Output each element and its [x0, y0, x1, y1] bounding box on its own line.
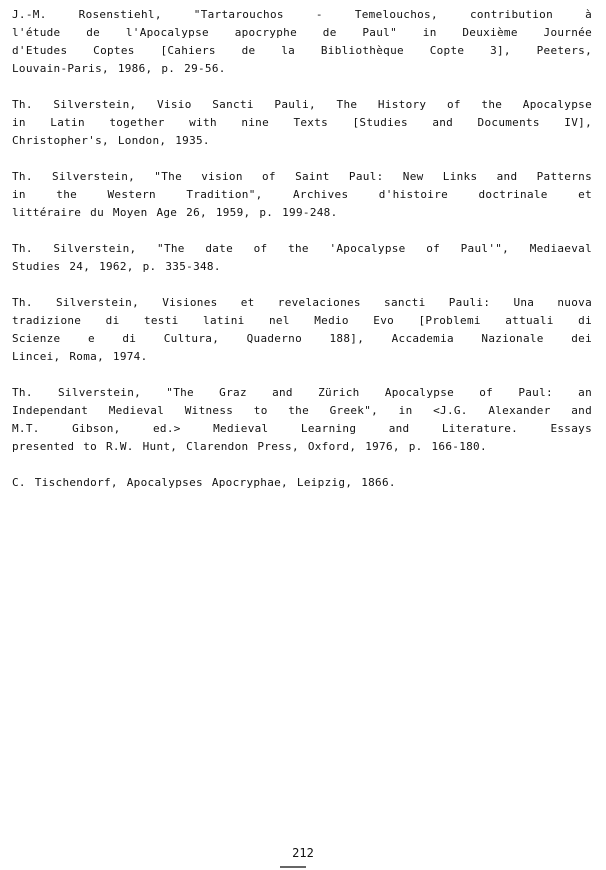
entry-line: Independant Medieval Witness to the Greek", in <J.G. Alexander and	[12, 404, 592, 417]
entry-line: l'étude de l'Apocalypse apocryphe de Paul" in Deuxième Journée	[12, 26, 592, 39]
entry-line: Th. Silverstein, "The Graz and Zürich Apocalypse of Paul: an	[12, 386, 592, 399]
entry-line: in Latin together with nine Texts [Studies and Documents IV],	[12, 116, 592, 129]
entry-line: presented to R.W. Hunt, Clarendon Press, Oxford, 1976, p. 166-180.	[12, 440, 487, 453]
bibliography-entry-silverstein-1959	[12, 168, 592, 222]
page-number: 212	[292, 846, 314, 860]
entry-line: in the Western Tradition", Archives d'histoire doctrinale et	[12, 188, 592, 201]
entry-line: J.-M. Rosenstiehl, "Tartarouchos - Temelouchos, contribution à	[12, 8, 592, 21]
bibliography-entry-silverstein-1974	[12, 294, 592, 366]
entry-line: C. Tischendorf, Apocalypses Apocryphae, Leipzig, 1866.	[12, 476, 396, 489]
entry-line: littéraire du Moyen Age 26, 1959, p. 199-248.	[12, 206, 338, 219]
entry-line: d'Etudes Coptes [Cahiers de la Bibliothèque Copte 3], Peeters,	[12, 44, 592, 57]
bibliography-entry-rosenstiehl	[12, 6, 592, 78]
entry-line: Studies 24, 1962, p. 335-348.	[12, 260, 221, 273]
entry-line: Th. Silverstein, Visiones et revelaciones sancti Pauli: Una nuova	[12, 296, 592, 309]
entry-line: Louvain-Paris, 1986, p. 29-56.	[12, 62, 226, 75]
bibliography-entry-silverstein-1976	[12, 384, 592, 456]
bibliography-entry-tischendorf	[12, 474, 592, 492]
entry-line: tradizione di testi latini nel Medio Evo [Problemi attuali di	[12, 314, 592, 327]
entry-line: Scienze e di Cultura, Quaderno 188], Accademia Nazionale dei	[12, 332, 592, 345]
entry-line: M.T. Gibson, ed.> Medieval Learning and Literature. Essays	[12, 422, 592, 435]
bibliography-entry-silverstein-1935	[12, 96, 592, 150]
entry-line: Th. Silverstein, Visio Sancti Pauli, The History of the Apocalypse	[12, 98, 592, 111]
entry-line: Th. Silverstein, "The vision of Saint Paul: New Links and Patterns	[12, 170, 592, 183]
entry-line: Lincei, Roma, 1974.	[12, 350, 148, 363]
entry-line: Th. Silverstein, "The date of the 'Apocalypse of Paul'", Mediaeval	[12, 242, 592, 255]
bibliography	[12, 6, 592, 510]
bottom-edge-mark	[280, 866, 306, 868]
entry-line: Christopher's, London, 1935.	[12, 134, 210, 147]
bibliography-entry-silverstein-1962	[12, 240, 592, 276]
